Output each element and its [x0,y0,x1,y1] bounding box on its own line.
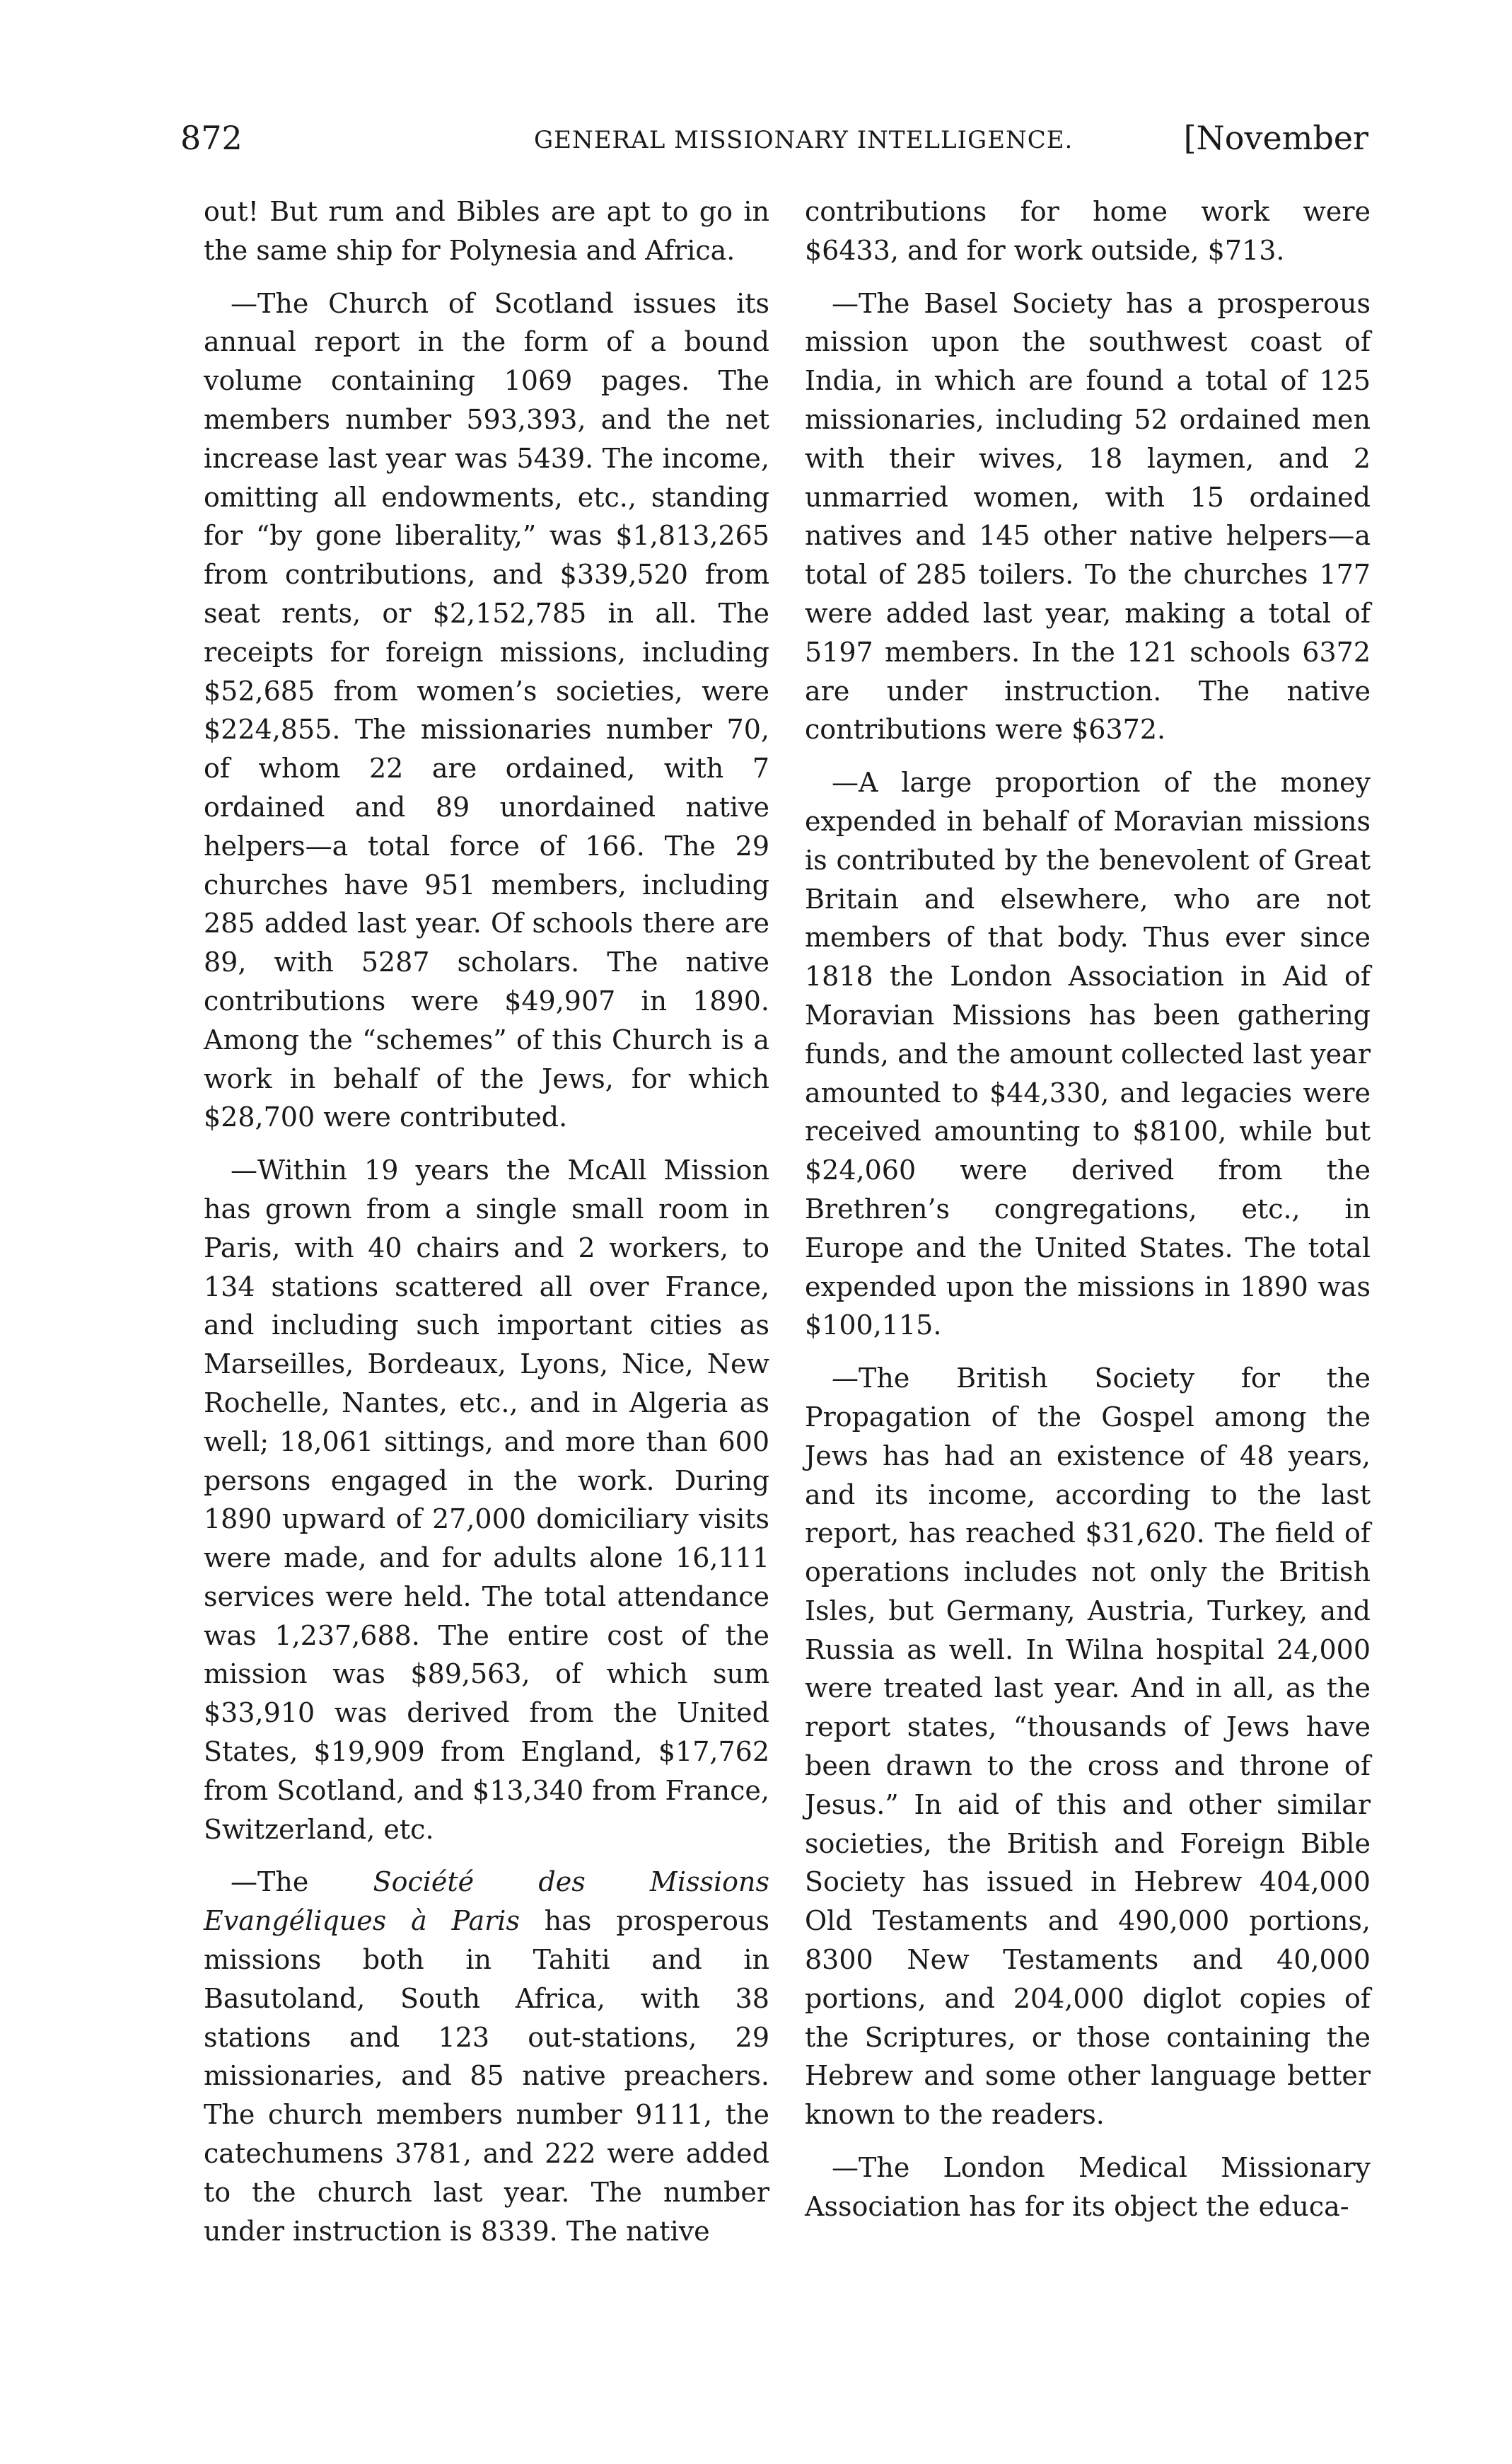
paragraph-contributions-continued: contributions for home work were $6433, and for work outside, $713. [805,196,1371,266]
running-header [180,119,1368,168]
page-number: 872 [180,119,243,157]
paragraph-rum-and-bibles: out! But rum and Bibles are apt to go in the same ship for Polynesia and Africa. [204,196,769,266]
paragraph-lead: —The [231,1866,373,1898]
paragraph-societe-des-missions [204,1863,769,2250]
left-column [204,192,769,2265]
paragraph-church-of-scotland: —The Church of Scotland issues its annual report in the form of a bound volume containing 1069 pages. The members number 593,393, and the net increase last year was 5439. The income, omitting all endowments, etc., standing for “by gone liberality,” was $1,813,265 from contributions, and $339,520 from seat rents, or $2,152,785 in all. The receipts for foreign missions, including $52,685 from women’s societies, were $224,855. The missionaries number 70, of whom 22 are ordained, with 7 ordained and 89 unordained native helpers—a total force of 166. The 29 churches have 951 members, including 285 added last year. Of schools there are 89, with 5287 scholars. The native contributions were $49,907 in 1890. Among the “schemes” of this Church is a work in behalf of the Jews, for which $28,700 were contributed. [204,287,769,1133]
month-label: [November [1183,119,1368,157]
paragraph-basel-society: —The Basel Society has a prosperous mission upon the southwest coast of India, in which are found a total of 125 missionaries, including 52 ordained men with their wives, 18 laymen, and 2 unmarried women, with 15 ordained natives and 145 other native helpers—a total of 285 toilers. To the churches 177 were added last year, making a total of 5197 members. In the 121 schools 6372 are under instruction. The native contributions were $6372. [805,287,1371,746]
right-column [805,192,1371,2240]
paragraph-london-medical: —The London Medical Missionary Association has for its object the educa- [805,2152,1371,2222]
paragraph-body: has prosperous missions both in Tahiti and in Basutoland, South Africa, with 38 stations and 123 out-stations, 29 missionaries, and 85 native preachers. The church members number 9111, the catechumens 3781, and 222 were added to the church last year. The number under instruction is 8339. The native [204,1905,769,2247]
paragraph-british-society-jews: —The British Society for the Propagation of the Gospel among the Jews has had an existence of 48 years, and its income, according to the last report, has reached $31,620. The field of operations includes not only the British Isles, but Germany, Austria, Turkey, and Russia as well. In Wilna hospital 24,000 were treated last year. And in all, as the report states, “thousands of Jews have been drawn to the cross and throne of Jesus.” In aid of this and other similar societies, the British and Foreign Bible Society has issued in Hebrew 404,000 Old Testaments and 490,000 portions, 8300 New Testaments and 40,000 portions, and 204,000 diglot copies of the Scriptures, or those containing the Hebrew and some other language better known to the readers. [805,1363,1371,2131]
society-name: Société des Missions Evangéliques à Paris [204,1866,769,1937]
paragraph-moravian-missions: —A large proportion of the money expended in behalf of Moravian missions is contributed by the benevolent of Great Britain and elsewhere, who are not members of that body. Thus ever since 1818 the London Association in Aid of Moravian Missions has been gathering funds, and the amount collected last year amounted to $44,330, and legacies were received amounting to $8100, while but $24,060 were derived from the Brethren’s congregations, etc., in Europe and the United States. The total expended upon the missions in 1890 was $100,115. [805,767,1371,1341]
paragraph-mcall-mission: —Within 19 years the McAll Mission has grown from a single small room in Paris, with 40 chairs and 2 workers, to 134 stations scattered all over France, and including such important cities as Marseilles, Bordeaux, Lyons, Nice, New Rochelle, Nantes, etc., and in Algeria as well; 18,061 sittings, and more than 600 persons engaged in the work. During 1890 upward of 27,000 domiciliary visits were made, and for adults alone 16,111 services were held. The total attendance was 1,237,688. The entire cost of the mission was $89,563, of which sum $33,910 was derived from the United States, $19,909 from England, $17,762 from Scotland, and $13,340 from France, Switzerland, etc. [204,1155,769,1845]
running-title: GENERAL MISSIONARY INTELLIGENCE. [534,126,1074,154]
